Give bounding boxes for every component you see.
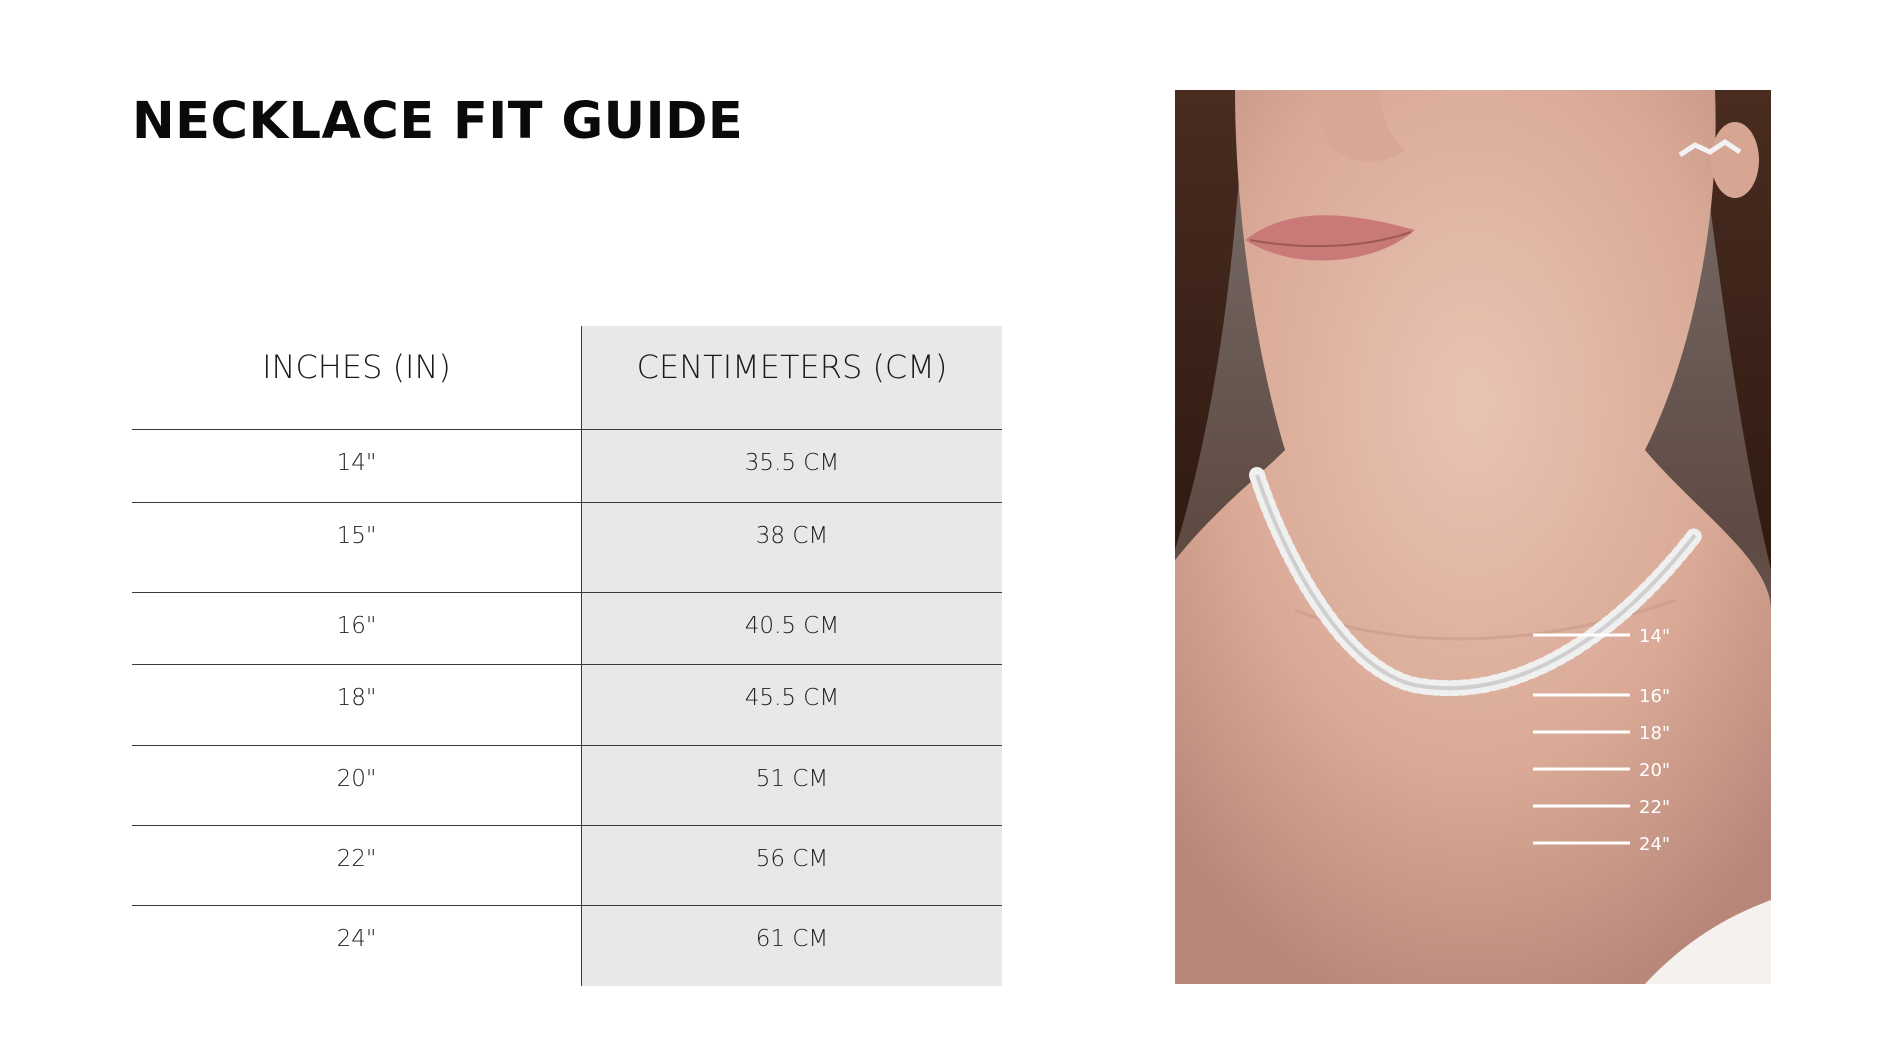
centimeters-cell: 51 CM	[582, 746, 1002, 825]
centimeters-cell: 61 CM	[582, 906, 1002, 986]
size-table	[132, 326, 1002, 986]
marker-label: 18"	[1639, 723, 1671, 744]
centimeters-header: CENTIMETERS (CM)	[582, 326, 1002, 429]
table-row	[132, 826, 1002, 906]
inches-cell: 15"	[132, 503, 582, 592]
centimeters-cell: 40.5 CM	[582, 593, 1002, 664]
marker-label: 24"	[1639, 834, 1671, 855]
page-title: NECKLACE FIT GUIDE	[132, 92, 744, 151]
inches-cell: 22"	[132, 826, 582, 905]
inches-cell: 20"	[132, 746, 582, 825]
table-row	[132, 503, 1002, 593]
model-photo	[1175, 90, 1771, 984]
table-row	[132, 593, 1002, 665]
table-row	[132, 665, 1002, 746]
skin-area	[1175, 90, 1771, 984]
marker-label: 16"	[1639, 686, 1671, 707]
inches-cell: 24"	[132, 906, 582, 986]
centimeters-cell: 45.5 CM	[582, 665, 1002, 745]
inches-cell: 18"	[132, 665, 582, 745]
marker-label: 20"	[1639, 760, 1671, 781]
centimeters-cell: 38 CM	[582, 503, 1002, 592]
inches-cell: 16"	[132, 593, 582, 664]
table-row	[132, 430, 1002, 503]
ear	[1711, 122, 1759, 198]
centimeters-cell: 35.5 CM	[582, 430, 1002, 502]
marker-label: 14"	[1639, 626, 1671, 647]
table-header-row	[132, 326, 1002, 430]
table-row	[132, 906, 1002, 986]
centimeters-cell: 56 CM	[582, 826, 1002, 905]
marker-label: 22"	[1639, 797, 1671, 818]
inches-cell: 14"	[132, 430, 582, 502]
table-row	[132, 746, 1002, 826]
model-illustration	[1175, 90, 1771, 984]
inches-header: INCHES (IN)	[132, 326, 582, 429]
